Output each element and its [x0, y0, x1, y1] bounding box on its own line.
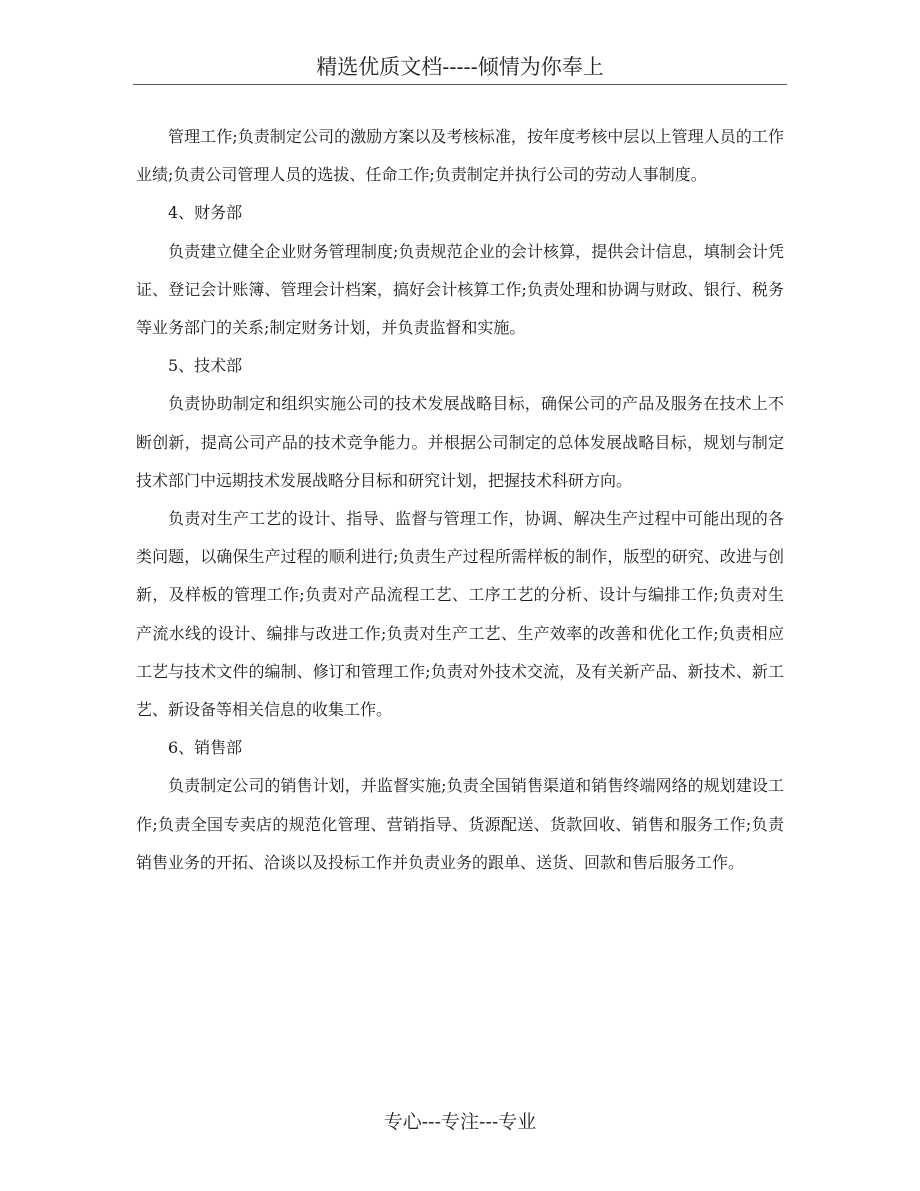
section-heading-technology: 5、技术部 [168, 356, 243, 376]
paragraph-sales-duties: 负责制定公司的销售计划，并监督实施;负责全国销售渠道和销售终端网络的规划建设工作;负责全国专卖店的规范化管理、营销指导、货源配送、货款回收、销售和服务工作;负责销售业务的开拓、洽谈以及投标工作并负责业务的跟单、送货、回款和售后服务工作。 [136, 776, 784, 872]
section-heading-finance: 4、财务部 [168, 203, 243, 223]
paragraph-technology-process: 负责对生产工艺的设计、指导、监督与管理工作，协调、解决生产过程中可能出现的各类问题，以确保生产过程的顺利进行;负责生产过程所需样板的制作，版型的研究、改进与创新，及样板的管理工作;负责对产品流程工艺、工序工艺的分析、设计与编排工作;负责对生产流水线的设计、编排与改进工作;负责对生产工艺、生产效率的改善和优化工作;负责相应工艺与技术文件的编制、修订和管理工作;负责对外技术交流，及有关新产品、新技术、新工艺、新设备等相关信息的收集工作。 [136, 509, 784, 720]
page-header-title: 精选优质文档-----倾情为你奉上 [316, 55, 604, 79]
page-footer-text: 专心---专注---专业 [383, 1111, 537, 1133]
header-divider [133, 84, 787, 85]
paragraph-finance-duties: 负责建立健全企业财务管理制度;负责规范企业的会计核算，提供会计信息，填制会计凭证、登记会计账簿、管理会计档案，搞好会计核算工作;负责处理和协调与财政、银行、税务等业务部门的关系;制定财务计划，并负责监督和实施。 [136, 241, 784, 338]
paragraph-technology-strategy: 负责协助制定和组织实施公司的技术发展战略目标，确保公司的产品及服务在技术上不断创新，提高公司产品的技术竞争能力。并根据公司制定的总体发展战略目标，规划与制定技术部门中远期技术发展战略分目标和研究计划，把握技术科研方向。 [136, 394, 784, 490]
paragraph-hr-duties: 管理工作;负责制定公司的激励方案以及考核标准，按年度考核中层以上管理人员的工作业绩;负责公司管理人员的选拔、任命工作;负责制定并执行公司的劳动人事制度。 [136, 127, 784, 185]
document-body [136, 118, 784, 882]
section-heading-sales: 6、销售部 [168, 738, 243, 758]
